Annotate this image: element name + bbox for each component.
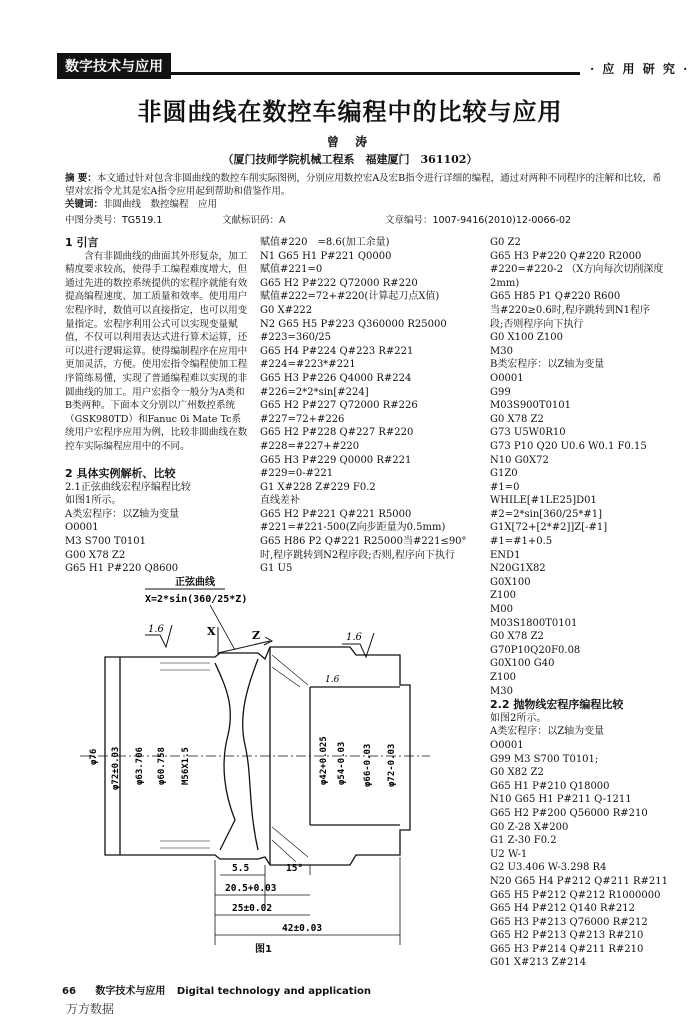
section-heading-2-2: 2.2 抛物线宏程序编程比较	[490, 698, 624, 712]
code-line: #223=360/25	[260, 332, 332, 344]
code-line: 当#220≥0.6时,程序跳转到N1程序	[490, 304, 651, 316]
code-line: #226=2*2*sin[#224]	[260, 386, 369, 398]
section-heading-1: 1 引言	[65, 236, 99, 249]
code-line: #221=#221-500(Z向步距量为0.5mm)	[260, 522, 446, 534]
roughness-left: 1.6	[148, 624, 164, 635]
code-line: G00 X78 Z2	[65, 549, 126, 561]
code-line: #224=#223*#221	[260, 359, 356, 371]
code-line: G1 U5	[260, 563, 293, 575]
code-line: N10 G0X72	[490, 454, 549, 466]
code-line: G65 H2 P#227 Q72000 R#226	[260, 400, 418, 412]
dim-15-deg: 15°	[286, 863, 304, 874]
keywords: 非圆曲线 数控编程 应用	[103, 199, 218, 210]
clc-code: 中图分类号：TG519.1	[65, 215, 163, 226]
code-line: #228=#227+#220	[260, 440, 360, 452]
code-line: N2 G65 H5 P#223 Q360000 R25000	[260, 318, 447, 330]
article-number: 文章编号：1007-9416(2010)12-0066-02	[385, 215, 572, 226]
code-line: O0001	[490, 372, 524, 384]
journal-name-cn: 数字技术与应用	[95, 986, 166, 997]
code-line: U2 W-1	[490, 848, 528, 860]
dim-d42: φ42+0.025	[319, 736, 329, 785]
z-axis-label: Z	[252, 629, 261, 642]
code-line: G70P10Q20F0.08	[490, 644, 581, 656]
code-line: #1=#1+0.5	[490, 536, 553, 548]
abstract	[65, 172, 665, 211]
dim-20-5: 20.5+0.03	[225, 883, 277, 894]
dim-d60: φ60.758	[157, 747, 167, 785]
code-line: M30	[490, 345, 513, 357]
column-1	[65, 236, 250, 576]
code-line: 直线差补	[260, 495, 300, 507]
page-title: 非圆曲线在数控车编程中的比较与应用	[137, 98, 563, 126]
figure-1-drawing	[60, 575, 465, 960]
intro-paragraph: 含有非圆曲线的曲面其外形复杂，加工精度要求较高，使得手工编程难度增大，但通过先进的数控系统提供的宏程序就能有效提高编程速度、加工质量和效率。使用用户宏程序时，数值可以直接指定，也可以用变量指定。宏程序利用公式可以实现变量赋值，不仅可以利用表达式进行算术运算，还可以进行逻辑运算。使得编制程序在应用中更加灵活，方便。使用宏指令编程使加工程序简练易懂，实现了普通编程难以实现的非圆曲线的加工。用户宏指令一般分为A类和B类两种。下面本文分别以广州数控系统（GSK980TD）和Fanuc 0i Mate Tc系统用户宏程序应用为例，比较非圆曲线在数控车实际编程应用中的不同。	[65, 250, 248, 452]
code-line: G0 Z2	[490, 237, 521, 248]
code-line: G65 H2 P#200 Q56000 R#210	[490, 807, 648, 819]
code-line: 如图2所示。	[490, 712, 547, 724]
code-line: M03S1800T0101	[490, 617, 578, 629]
code-line: #227=72+#226	[260, 413, 345, 425]
dim-d72b: φ72-0.03	[387, 743, 397, 787]
code-line: G0X100	[490, 576, 531, 588]
code-line: G65 H3 P#229 Q0000 R#221	[260, 454, 412, 466]
code-line: G99 M3 S700 T0101;	[490, 753, 599, 765]
footer	[62, 982, 371, 997]
code-line: G0 X100 Z100	[490, 332, 563, 344]
code-line: G0 X78 Z2	[490, 631, 544, 643]
code-line: M30	[490, 685, 513, 697]
roughness-right: 1.6	[346, 632, 362, 643]
code-line: 如图1所示。	[65, 495, 122, 507]
code-line: G65 H2 P#222 Q72000 R#220	[260, 277, 418, 289]
roughness-inner: 1.6	[325, 675, 340, 685]
code-line: WHILE[#1LE25]D01	[490, 495, 597, 507]
code-line: G2 U3.406 W-3.298 R4	[490, 862, 607, 874]
code-line: G65 H1 P#220 Q8600	[65, 563, 179, 575]
section-heading-2: 2 具体实例解析、比较	[65, 467, 176, 481]
watermark: 万方数据	[66, 1002, 115, 1016]
abstract-text: 本文通过针对包含非圆曲线的数控车削实际图例，分别应用数控宏A及宏B指令进行详细的编程，通过对两种不同程序的注解和比较，希望对宏指令尤其是宏A指令应用起到帮助和借鉴作用。	[65, 173, 662, 197]
code-line: B类宏程序：以Z轴为变量	[490, 359, 605, 371]
code-line: M00	[490, 604, 513, 616]
code-line: G65 H86 P2 Q#221 R25000当#221≤90°	[260, 536, 467, 548]
code-line: G65 H1 P#210 Q18000	[490, 780, 610, 792]
code-line: G65 H4 P#212 Q140 R#212	[490, 903, 635, 915]
curve-equation: X=2*sin(360/25*Z)	[145, 594, 248, 605]
dim-d72: φ72±0.03	[111, 746, 121, 790]
code-line: 时,程序跳转到N2程序段;否则,程序向下执行	[260, 549, 455, 561]
code-line: #1=0	[490, 481, 520, 493]
code-line: 赋值#221=0	[260, 264, 323, 276]
code-line: N1 G65 H1 P#221 Q0000	[260, 250, 392, 262]
code-line: 2.1正弦曲线宏程序编程比较	[65, 481, 191, 493]
code-line: A类宏程序：以Z轴为变量	[490, 726, 605, 738]
code-line: END1	[490, 549, 521, 561]
figure-caption: 图1	[255, 944, 272, 955]
column-2	[260, 236, 480, 576]
code-line: G65 H2 P#228 Q#227 R#220	[260, 427, 414, 439]
dim-m56: M56X1.5	[181, 747, 191, 785]
code-line: G65 H2 P#221 Q#221 R5000	[260, 508, 412, 520]
code-line: G65 H3 P#220 Q#220 R2000	[490, 250, 642, 262]
code-line: G65 H2 P#213 Q#213 R#210	[490, 930, 644, 942]
abstract-label: 摘 要：	[65, 173, 97, 184]
code-line: N20G1X82	[490, 563, 546, 575]
x-axis-label: X	[207, 625, 216, 638]
code-line: G65 H3 P#214 Q#211 R#210	[490, 943, 644, 955]
code-line: G65 H85 P1 Q#220 R600	[490, 291, 621, 303]
code-line: G1X[72+[2*#2]]Z[-#1]	[490, 522, 608, 534]
code-line: G0 X82 Z2	[490, 767, 544, 779]
code-line: G73 P10 Q20 U0.6 W0.1 F0.15	[490, 440, 647, 452]
code-line: Z100	[490, 672, 517, 683]
keywords-label: 关键词：	[65, 199, 104, 210]
code-line: M3 S700 T0101	[65, 536, 147, 548]
column-3	[490, 236, 690, 970]
code-line: G65 H4 P#224 Q#223 R#221	[260, 345, 414, 357]
code-line: 赋值#220 =8.6(加工余量)	[260, 237, 390, 248]
code-line: #229=0-#221	[260, 468, 334, 480]
code-line: Z100	[490, 590, 517, 602]
dim-d76: φ76	[89, 748, 99, 765]
code-line: 2mm)	[490, 277, 520, 289]
code-line: G1Z0	[490, 468, 518, 480]
dim-25: 25±0.02	[232, 903, 273, 914]
code-line: G0 X#222	[260, 304, 313, 316]
doc-code: 文献标识码：A	[222, 215, 286, 226]
journal-name-en: Digital technology and application	[176, 986, 371, 997]
code-line: O0001	[490, 739, 524, 751]
code-line: G65 H3 P#213 Q76000 R#212	[490, 916, 648, 928]
dim-d54: φ54-0.03	[337, 741, 347, 785]
code-line: G65 H5 P#212 Q#212 R1000000	[490, 889, 661, 901]
code-line: #2=2*sin[360/25*#1]	[490, 508, 602, 520]
code-line: G73 U5W0R10	[490, 427, 566, 439]
dim-42: 42±0.03	[282, 923, 323, 934]
code-line: G0X100 G40	[490, 658, 555, 670]
code-line: G01 X#213 Z#214	[490, 957, 587, 969]
code-line: G1 X#228 Z#229 F0.2	[260, 481, 376, 493]
code-line: N20 G65 H4 P#212 Q#211 R#211	[490, 875, 669, 887]
code-line: G99	[490, 386, 511, 398]
dim-d63: φ63.706	[135, 747, 145, 785]
code-line: G1 Z-30 F0.2	[490, 835, 557, 847]
code-line: O0001	[65, 522, 99, 534]
dim-5-5: 5.5	[232, 863, 250, 874]
code-line: #220=#220-2 （X方向每次切削深度	[490, 264, 664, 276]
code-line: N10 G65 H1 P#211 Q-1211	[490, 794, 632, 806]
curve-label: 正弦曲线	[175, 577, 215, 588]
affiliation: （厦门技师学院机械工程系 福建厦门 361102）	[222, 153, 478, 166]
page-number: 66	[62, 986, 76, 997]
code-line: G0 Z-28 X#200	[490, 821, 569, 833]
code-line: 赋值#222=72+#220(计算起刀点X值)	[260, 291, 440, 303]
dim-d66: φ66-0.03	[363, 743, 373, 787]
author: 曾 涛	[326, 135, 374, 149]
code-line: M03S900T0101	[490, 400, 572, 412]
header-rule	[60, 72, 580, 75]
column-label: · 应 用 研 究 ·	[590, 62, 690, 76]
code-line: G65 H3 P#226 Q4000 R#224	[260, 372, 412, 384]
code-line: 段;否则程序向下执行	[490, 318, 584, 330]
section-tag: 数字技术与应用	[57, 53, 171, 79]
code-line: G0 X78 Z2	[490, 413, 544, 425]
code-line: A类宏程序：以Z轴为变量	[65, 508, 180, 520]
